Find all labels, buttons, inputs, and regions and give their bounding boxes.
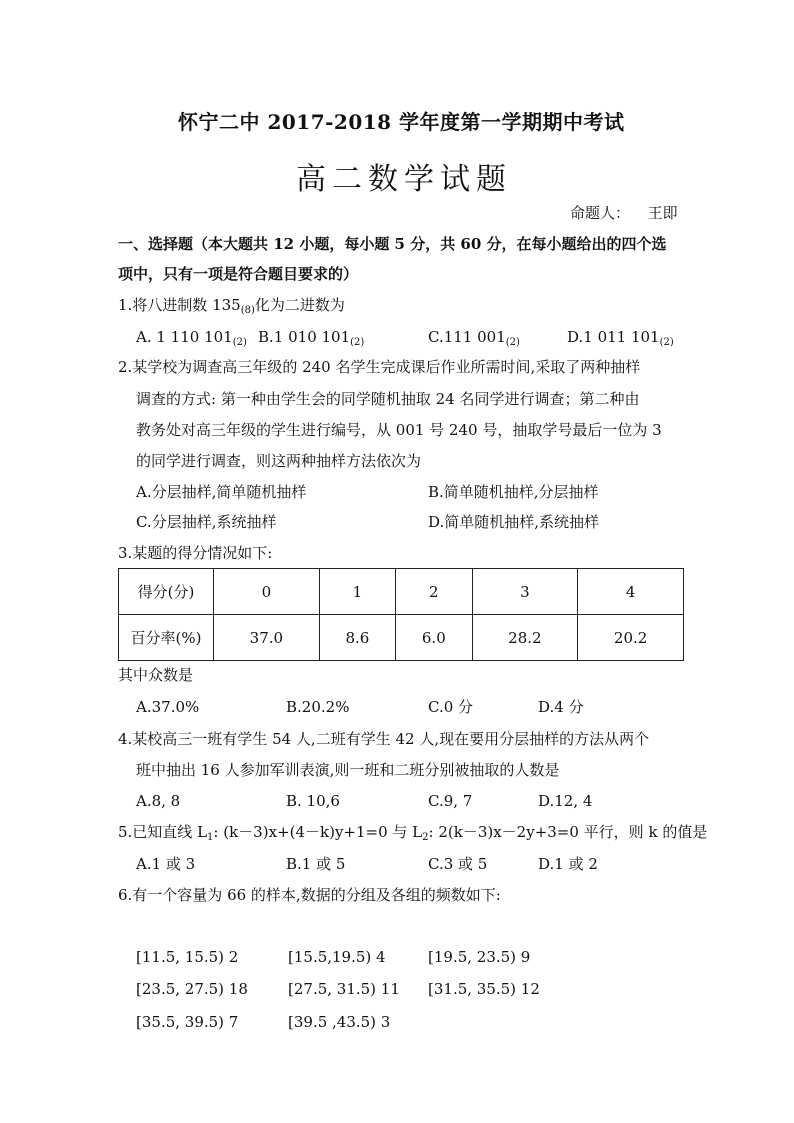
- section-heading-line1: 一、选择题（本大题共 12 小题，每小题 5 分，共 60 分，在每小题给出的四个选: [118, 235, 667, 253]
- q1-option-b: B.1 010 $101_{(2)}$: [258, 328, 365, 348]
- q5-stem: [118, 822, 707, 842]
- frequency-group: [27.5, 31.5) 11: [288, 980, 400, 998]
- exam-title: 怀宁二中 2017-2018 学年度第一学期期中考试: [178, 110, 625, 134]
- q2-stem-line3: 教务处对高三年级的学生进行编号，从 001 号 240 号，抽取学号最后一位为 3: [136, 421, 662, 439]
- q2-option-c: C.分层抽样,系统抽样: [136, 513, 277, 531]
- q1-option-a: A. 1 110 $101_{(2)}$: [136, 328, 247, 348]
- frequency-group: [31.5, 35.5) 12: [428, 980, 540, 998]
- row-header: 百分率(%): [119, 615, 214, 661]
- table-cell: 6.0: [396, 615, 472, 661]
- q5-line-subscript-1: 1: [207, 832, 214, 843]
- table-cell: 0: [214, 569, 320, 615]
- table-cell: 2: [396, 569, 472, 615]
- q5-stem-part1: 5.已知直线 L: [118, 823, 208, 841]
- table-cell: 20.2: [578, 615, 684, 661]
- section-heading-line2: 项中，只有一项是符合题目要求的）: [118, 265, 359, 283]
- frequency-group: [35.5, 39.5) 7: [136, 1013, 239, 1031]
- table-cell: 28.2: [472, 615, 578, 661]
- q1-option-d: D.1 011 $101_{(2)}$: [567, 328, 674, 348]
- q2-stem-line1: 2.某学校为调查高三年级的 240 名学生完成课后作业所需时间,采取了两种抽样: [118, 358, 641, 376]
- q4-option-b: B. 10,6: [286, 792, 340, 810]
- q5-option-b: B.1 或 5: [286, 855, 346, 873]
- q1-base-subscript: (8): [240, 305, 255, 316]
- author-label: 命题人：: [570, 204, 631, 222]
- q3-option-a: A.37.0%: [136, 698, 200, 716]
- table-row: [119, 569, 684, 615]
- q3-stem: 3.某题的得分情况如下:: [118, 544, 273, 562]
- frequency-group: [23.5, 27.5) 18: [136, 980, 248, 998]
- q1-stem-tail: 化为二进数为: [254, 296, 345, 314]
- q5-line-subscript-2: 2: [422, 832, 429, 843]
- q2-option-b: B.简单随机抽样,分层抽样: [428, 483, 599, 501]
- frequency-group: [39.5 ,43.5) 3: [288, 1013, 391, 1031]
- frequency-group: [19.5, 23.5) 9: [428, 948, 531, 966]
- q2-stem-line4: 的同学进行调查，则这两种抽样方法依次为: [136, 452, 422, 470]
- q2-option-a: A.分层抽样,简单随机抽样: [136, 483, 307, 501]
- q4-option-c: C.9, 7: [428, 792, 473, 810]
- q4-option-a: A.8, 8: [136, 792, 181, 810]
- exam-subtitle: 高二数学试题: [296, 162, 512, 197]
- q3-option-c: C.0 分: [428, 698, 474, 716]
- table-cell: 37.0: [214, 615, 320, 661]
- table-cell: 8.6: [319, 615, 395, 661]
- q1-stem: [118, 295, 345, 315]
- q3-option-d: D.4 分: [538, 698, 584, 716]
- q6-stem: 6.有一个容量为 66 的样本,数据的分组及各组的频数如下:: [118, 886, 501, 904]
- q3-after-text: 其中众数是: [118, 666, 194, 684]
- q5-option-c: C.3 或 5: [428, 855, 488, 873]
- q2-option-d: D.简单随机抽样,系统抽样: [428, 513, 600, 531]
- q5-stem-part2: : (k－3)x+(4－k)y+1=0 与 L: [213, 823, 423, 841]
- q2-stem-line2: 调查的方式: 第一种由学生会的同学随机抽取 24 名同学进行调查；第二种由: [136, 390, 640, 408]
- table-cell: 4: [578, 569, 684, 615]
- table-cell: 1: [319, 569, 395, 615]
- frequency-group: [15.5,19.5) 4: [288, 948, 386, 966]
- q5-option-d: D.1 或 2: [538, 855, 598, 873]
- table-row: [119, 615, 684, 661]
- q1-option-c: C.111 $001_{(2)}$: [428, 328, 520, 348]
- q5-option-a: A.1 或 3: [136, 855, 196, 873]
- q3-option-b: B.20.2%: [286, 698, 350, 716]
- author-line: [570, 203, 678, 223]
- q5-stem-part3: : 2(k－3)x－2y+3=0 平行，则 k 的值是: [428, 823, 708, 841]
- author-name: 王即: [647, 204, 678, 222]
- table-cell: 3: [472, 569, 578, 615]
- frequency-group: [11.5, 15.5) 2: [136, 948, 239, 966]
- row-header: 得分(分): [119, 569, 214, 615]
- score-distribution-table: [118, 568, 684, 661]
- q4-stem-line2: 班中抽出 16 人参加军训表演,则一班和二班分别被抽取的人数是: [136, 761, 560, 779]
- q4-option-d: D.12, 4: [538, 792, 593, 810]
- q1-stem-text: 1.将八进制数 135: [118, 296, 241, 314]
- q4-stem-line1: 4.某校高三一班有学生 54 人,二班有学生 42 人,现在要用分层抽样的方法从两个: [118, 730, 650, 748]
